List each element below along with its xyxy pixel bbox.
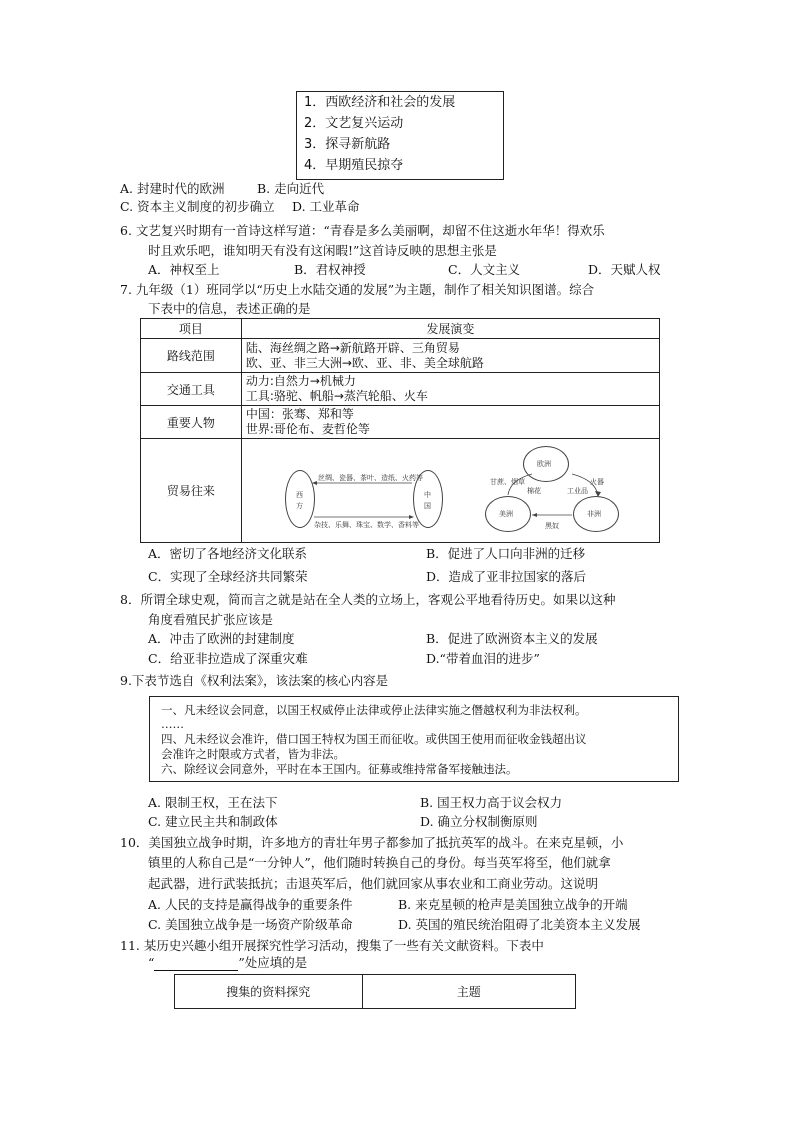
q7-row-line: 陆、海丝绸之路→新航路开辟、三角贸易 — [245, 340, 460, 355]
q7-option-c: C．实现了全球经济共同繁荣 — [148, 569, 308, 584]
q7-row-item: 路线范围 — [141, 339, 242, 373]
q8-stem-line1: 8．所谓全球史观，简而言之就是站在全人类的立场上，客观公平地看待历史。如果以这种 — [120, 592, 616, 607]
west-label: 西 方 — [296, 491, 303, 510]
bottom-goods-label: 杂技、乐舞、珠宝、数学、香料等 — [314, 521, 419, 529]
q11-table — [174, 974, 576, 1009]
q7-row-line: 中国：张骞、郑和等 — [245, 407, 354, 421]
table-row — [141, 373, 660, 406]
q6-option-c: C．人文主义 — [448, 262, 521, 277]
q10-option-b: B. 来克星顿的枪声是美国独立战争的开端 — [398, 897, 628, 912]
quote-line: 六、除经议会同意外，平时在本王国内。征募或维持常备军接触违法。 — [161, 762, 518, 776]
quote-line: …… — [161, 717, 184, 731]
unit-item-2: 2．文艺复兴运动 — [304, 116, 404, 131]
africa-label: 非洲 — [587, 510, 601, 518]
table-row — [141, 406, 660, 439]
q9-option-b: B. 国王权力高于议会权力 — [420, 795, 563, 810]
q7-stem-line1: 7. 九年级（1）班同学以“历史上水陆交通的发展”为主题，制作了相关知识图谱。综合 — [120, 282, 595, 297]
q11-stem-line2 — [148, 955, 307, 971]
industrial-goods-label: 工业品 — [567, 487, 588, 495]
q7-option-a: A．密切了各地经济文化联系 — [148, 546, 308, 561]
q8-option-c: C．给亚非拉造成了深重灾难 — [148, 651, 308, 666]
q7-row-line: 动力:自然力→机械力 — [245, 374, 356, 388]
q5-option-b: B. 走向近代 — [257, 181, 325, 196]
q10-stem-line1: 10．美国独立战争时期，许多地方的青壮年男子都参加了抵抗英军的战斗。在来克星顿，小 — [120, 835, 624, 850]
q10-option-a: A. 人民的支持是赢得战争的重要条件 — [148, 897, 353, 912]
europe-label: 欧洲 — [537, 460, 551, 468]
quote-line: 会准许之时限或方式者，皆为非法。 — [161, 747, 345, 761]
q9-option-d: D. 确立分权制衡原则 — [420, 814, 538, 829]
q7-row-line: 工具:骆驼、帆船→蒸汽轮船、火车 — [245, 389, 428, 403]
quote-open: “ — [148, 955, 155, 970]
fill-in-blank — [154, 958, 238, 971]
q6-option-b: B．君权神授 — [294, 262, 366, 277]
quote-close: ”处应填的是 — [238, 955, 308, 970]
q5-option-c: C. 资本主义制度的初步确立 — [120, 199, 275, 214]
china-label: 中 国 — [424, 491, 431, 510]
unit-item-3: 3．探寻新航路 — [304, 137, 391, 152]
q7-option-d: D．造成了亚非拉国家的落后 — [426, 569, 587, 584]
q7-row-item: 交通工具 — [141, 373, 242, 406]
q9-stem: 9.下表节选自《权利法案》，该法案的核心内容是 — [120, 673, 389, 688]
q8-option-b: B．促进了欧洲资本主义的发展 — [426, 631, 598, 646]
q8-stem-line2: 角度看殖民扩张应该是 — [148, 612, 274, 627]
q5-option-d: D. 工业革命 — [292, 199, 360, 214]
q6-option-d: D．天赋人权 — [588, 262, 661, 277]
q9-option-c: C. 建立民主共和制政体 — [148, 814, 278, 829]
q10-stem-line3: 起武器，进行武装抵抗；击退英军后，他们就回家从事农业和工商业劳动。这说明 — [148, 876, 599, 891]
quote-line: 一、凡未经议会同意，以国王权威停止法律或停止法律实施之僭越权利为非法权利。 — [161, 703, 587, 717]
q6-option-a: A．神权至上 — [148, 262, 220, 277]
q11-stem-line1: 11. 某历史兴趣小组开展探究性学习活动，搜集了一些有关文献资料。下表中 — [120, 938, 544, 953]
unit-item-4: 4．早期殖民掠夺 — [304, 158, 404, 173]
q10-stem-line2: 镇里的人称自己是“一分钟人”，他们随时转换自己的身份。每当英军将至，他们就拿 — [148, 855, 611, 870]
q8-option-d: D.“带着血泪的进步” — [426, 651, 540, 666]
q10-option-c: C. 美国独立战争是一场资产阶级革命 — [148, 917, 353, 932]
q7-table-header — [141, 319, 660, 339]
slaves-label: 黑奴 — [545, 522, 559, 530]
quote-line: 四、凡未经议会准许，借口国王特权为国王而征收。或供国王使用而征收金钱超出议 — [161, 732, 587, 746]
q10-option-d: D. 英国的殖民统治阻碍了北美资本主义发展 — [398, 917, 641, 932]
q7-row-item: 重要人物 — [141, 406, 242, 439]
q11-header-theme: 主题 — [362, 975, 575, 1009]
q7-header-evolution: 发展演变 — [241, 319, 659, 339]
top-goods-label: 丝绸、瓷器、茶叶、造纸、火药等 — [318, 474, 423, 482]
q7-row-line: 欧、亚、非三大洲→欧、亚、非、美全球航路 — [245, 355, 484, 370]
sugar-tobacco-label: 甘蔗、烟草 — [490, 478, 525, 486]
q7-stem-line2: 下表中的信息，表述正确的是 — [148, 301, 311, 316]
unit-item-1: 1．西欧经济和社会的发展 — [304, 95, 456, 110]
q8-option-a: A．冲击了欧洲的封建制度 — [148, 631, 295, 646]
q7-header-item: 项目 — [141, 319, 242, 339]
q7-row-line: 世界:哥伦布、麦哲伦等 — [245, 422, 370, 436]
q9-option-a: A. 限制王权，王在法下 — [148, 795, 278, 810]
q11-header-materials: 搜集的资料探究 — [175, 975, 363, 1009]
firearms-label: 火器 — [590, 478, 604, 486]
q6-stem-line2: 时且欢乐吧，谁知明天有没有这闲暇!”这首诗反映的思想主张是 — [148, 243, 497, 258]
q7-row-item: 贸易往来 — [141, 439, 242, 543]
q5-option-a: A. 封建时代的欧洲 — [120, 181, 225, 196]
q6-stem-line1: 6. 文艺复兴时期有一首诗这样写道：“青春是多么美丽啊，却留不住这逝水年华！得欢乐 — [120, 223, 605, 238]
cotton-label: 棉花 — [527, 487, 541, 495]
table-row — [141, 339, 660, 373]
q7-option-b: B．促进了人口向非洲的迁移 — [426, 546, 586, 561]
america-label: 美洲 — [499, 510, 513, 518]
